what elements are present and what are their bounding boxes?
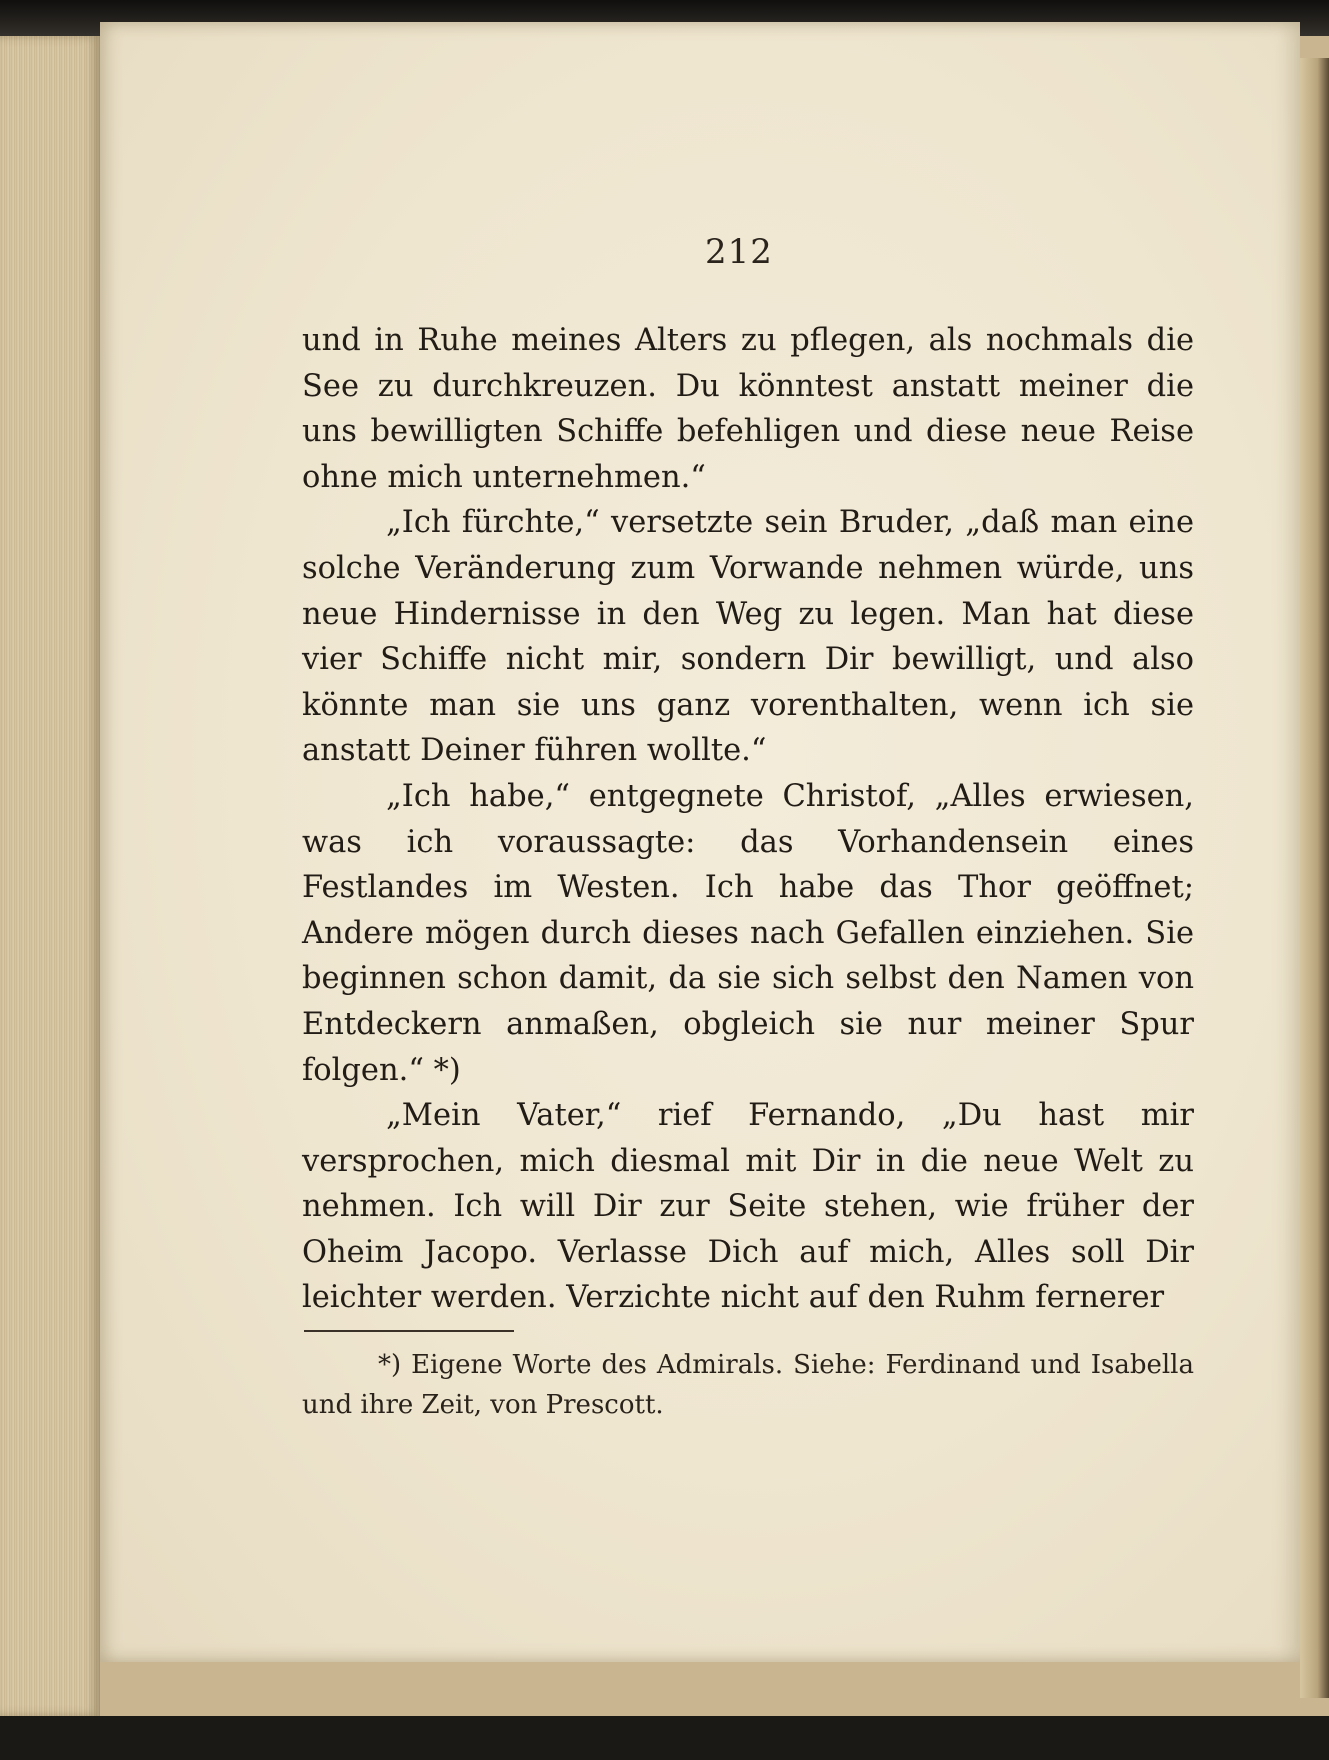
page-number: 212	[705, 232, 773, 272]
paragraph-1: und in Ruhe meines Alters zu pflegen, als nochmals die See zu durchkreuzen. Du könntest anstatt meiner die uns bewilligten Schiffe befehligen und diese neue Reise ohne mich unternehmen.“	[302, 323, 1194, 495]
paragraph-3: „Ich habe,“ entgegnete Christof, „Alles erwiesen, was ich voraussagte: das Vorhandensein eines Festlandes im Westen. Ich habe das Thor geöffnet; Andere mögen durch dieses nach Gefallen einziehen. Sie beginnen schon damit, da sie sich selbst den Namen von Entdeckern anmaßen, obgleich sie nur meiner Spur folgen.“ *)	[302, 778, 1194, 1088]
footnote	[302, 1345, 1194, 1425]
body-text	[302, 318, 1194, 1321]
binding-edge	[1300, 58, 1329, 1698]
paragraph-4: „Mein Vater,“ rief Fernando, „Du hast mir versprochen, mich diesmal mit Dir in die neue Welt zu nehmen. Ich will Dir zur Seite stehen, wie früher der Oheim Jacopo. Verlasse Dich auf mich, Alles soll Dir leichter werden. Verzichte nicht auf den Ruhm fernerer	[302, 1098, 1194, 1316]
scanner-bottom-edge	[0, 1716, 1329, 1760]
page-stack-edge	[0, 36, 100, 1716]
footnote-text: *) Eigene Worte des Admirals. Siehe: Ferdinand und Isabella und ihre Zeit, von Prescott.	[302, 1350, 1194, 1420]
paragraph-2: „Ich fürchte,“ versetzte sein Bruder, „daß man eine solche Veränderung zum Vorwande nehmen würde, uns neue Hindernisse in den Weg zu legen. Man hat diese vier Schiffe nicht mir, sondern Dir bewilligt, und also könnte man sie uns ganz vorenthalten, wenn ich sie anstatt Deiner führen wollte.“	[302, 505, 1194, 769]
footnote-divider	[304, 1330, 514, 1332]
